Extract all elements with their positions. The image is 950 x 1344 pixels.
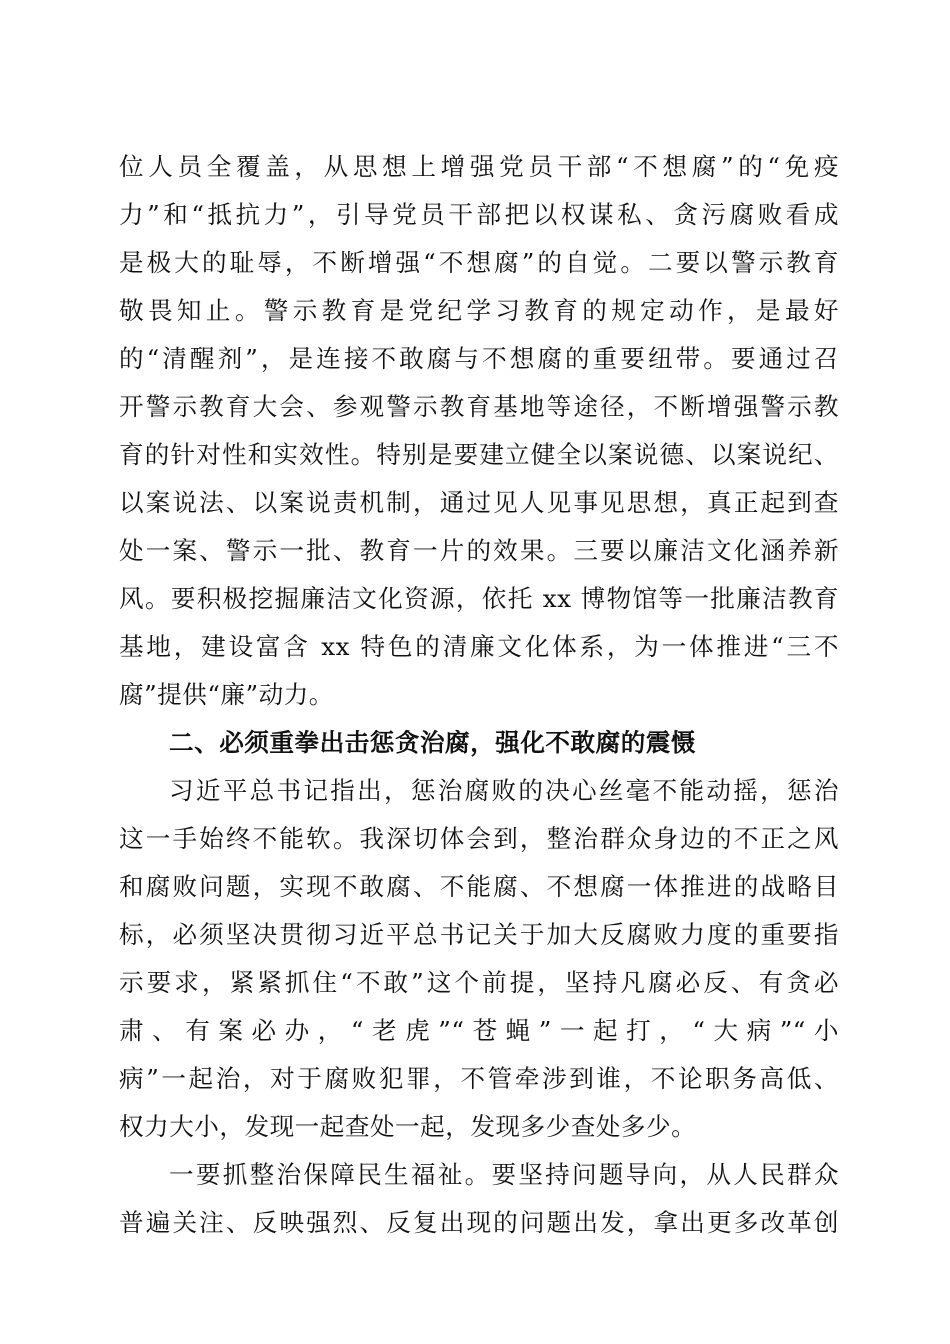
paragraph-1: [119, 143, 839, 719]
document-body: [119, 143, 839, 1247]
text-line: 位人员全覆盖，从思想上增强党员干部“不想腐”的“免疫: [119, 152, 839, 181]
text-line: 一要抓整治保障民生福祉。要坚持问题导向，从人民群众: [169, 1160, 839, 1189]
text-line: 开警示教育大会、参观警示教育基地等途径，不断增强警示教: [119, 392, 839, 421]
text-line: 和腐败问题，实现不敢腐、不能腐、不想腐一体推进的战略目: [119, 872, 839, 901]
text-line: 习近平总书记指出，惩治腐败的决心丝毫不能动摇，惩治: [169, 776, 839, 805]
text-line: 力”和“抵抗力”，引导党员干部把以权谋私、贪污腐败看成: [119, 200, 839, 229]
text-line: 的“清醒剂”，是连接不敢腐与不想腐的重要纽带。要通过召: [119, 344, 839, 373]
text-line: 示要求，紧紧抓住“不敢”这个前提，坚持凡腐必反、有贪必: [119, 968, 839, 997]
text-line: 普遍关注、反映强烈、反复出现的问题出发，拿出更多改革创: [119, 1208, 839, 1237]
text-line: 病”一起治，对于腐败犯罪，不管牵涉到谁，不论职务高低、: [119, 1064, 839, 1093]
text-line: 权力大小，发现一起查处一起，发现多少查处多少。: [119, 1112, 697, 1141]
text-line: 是极大的耻辱，不断增强“不想腐”的自觉。二要以警示教育: [119, 248, 839, 277]
text-line: 以案说法、以案说责机制，通过见人见事见思想，真正起到查: [119, 488, 839, 517]
paragraph-3: [119, 1151, 839, 1247]
text-line: 育的针对性和实效性。特别是要建立健全以案说德、以案说纪、: [119, 440, 839, 469]
text-line: 腐”提供“廉”动力。: [119, 680, 334, 709]
text-line: 肃、有案必办，“老虎”“苍蝇”一起打，“大病”“小: [119, 1016, 839, 1045]
text-line: 敬畏知止。警示教育是党纪学习教育的规定动作，是最好: [119, 296, 839, 325]
paragraph-2: [119, 767, 839, 1151]
text-line: 基地，建设富含 xx 特色的清廉文化体系，为一体推进“三不: [119, 632, 839, 661]
text-line: 这一手始终不能软。我深切体会到，整治群众身边的不正之风: [119, 824, 839, 853]
text-line: 标，必须坚决贯彻习近平总书记关于加大反腐败力度的重要指: [119, 920, 839, 949]
text-line: 风。要积极挖掘廉洁文化资源，依托 xx 博物馆等一批廉洁教育: [119, 584, 839, 613]
section-heading: 二、必须重拳出击惩贪治腐，强化不敢腐的震慑: [169, 728, 696, 757]
text-line: 处一案、警示一批、教育一片的效果。三要以廉洁文化涵养新: [119, 536, 839, 565]
